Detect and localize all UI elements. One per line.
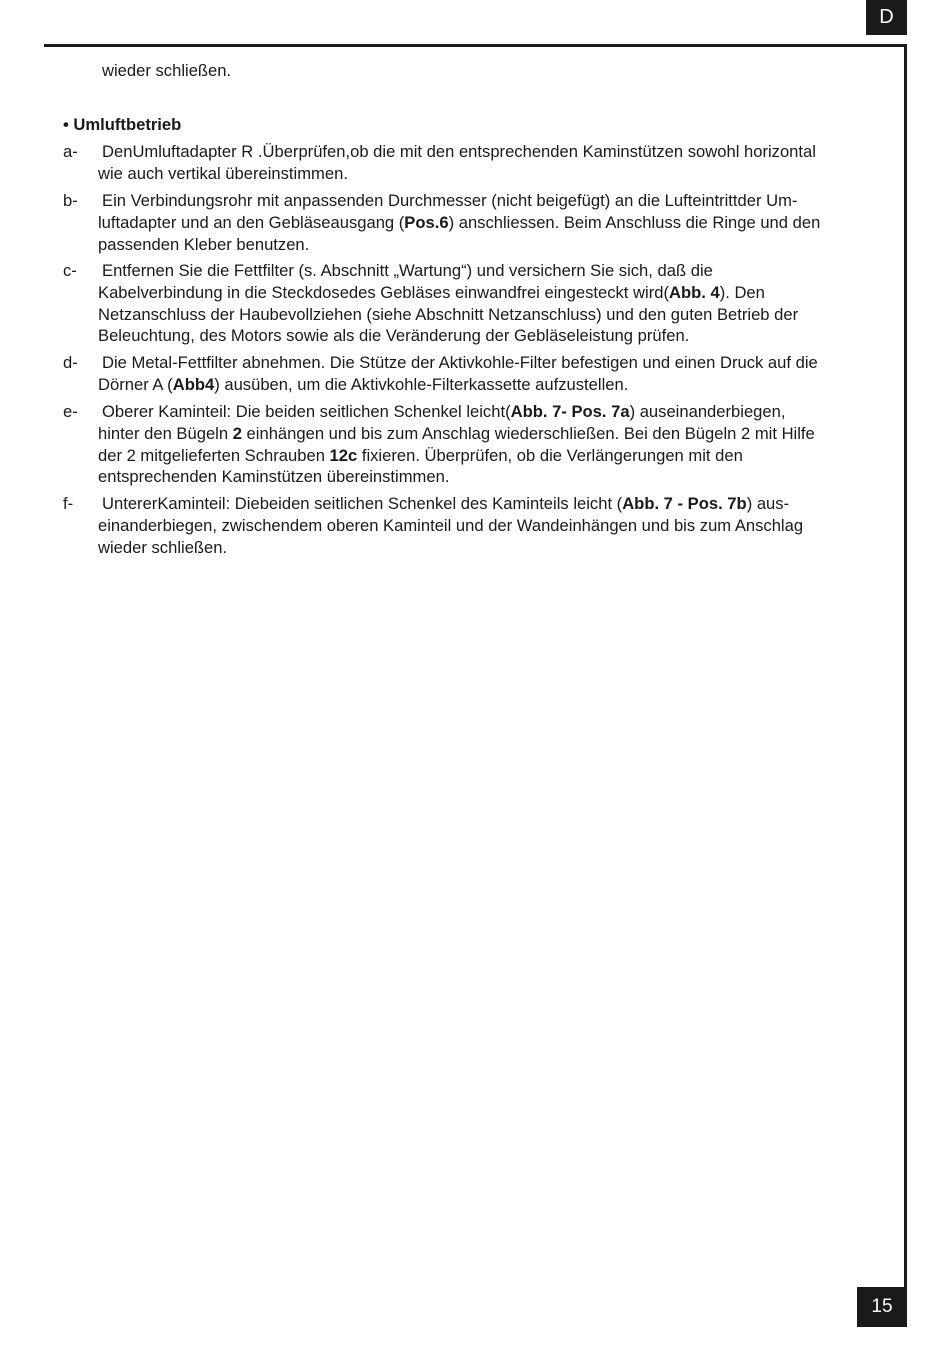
list-item-b bbox=[63, 190, 885, 255]
text-line: entsprechenden Kaminstützen übereinstimmen. bbox=[98, 467, 450, 487]
page-number: 15 bbox=[857, 1287, 907, 1327]
section-heading: • Umluftbetrieb bbox=[63, 115, 182, 134]
text-line: Die Metal-Fettfilter abnehmen. Die Stütze der Aktivkohle-Filter befestigen und einen Druck auf die bbox=[102, 353, 818, 372]
text-line: UntererKaminteil: Diebeiden seitlichen Schenkel des Kaminteils leicht (Abb. 7 - Pos. 7b) aus- bbox=[102, 494, 790, 513]
list-item-d bbox=[63, 352, 885, 396]
list-item-label: f- bbox=[63, 494, 74, 513]
text-line: einanderbiegen, zwischendem oberen Kaminteil und der Wandeinhängen und bis zum Anschlag bbox=[98, 515, 804, 535]
list-item-label: d- bbox=[63, 353, 78, 372]
list-item-body bbox=[98, 493, 885, 558]
text-line: wie auch vertikal übereinstimmen. bbox=[98, 163, 348, 183]
text-line: der 2 mitgelieferten Schrauben 12c fixieren. Überprüfen, ob die Verlängerungen mit den bbox=[98, 445, 743, 465]
text-line: Oberer Kaminteil: Die beiden seitlichen Schenkel leicht(Abb. 7- Pos. 7a) auseinanderbiegen, bbox=[102, 402, 786, 421]
list-item-label: c- bbox=[63, 261, 77, 280]
text-line: passenden Kleber benutzen. bbox=[98, 234, 310, 254]
list-item-body bbox=[98, 352, 885, 396]
list-item-body bbox=[98, 141, 885, 185]
list-item-a bbox=[63, 141, 885, 185]
list-item-label: a- bbox=[63, 142, 78, 161]
list-item-body bbox=[98, 190, 885, 255]
list-item-label: b- bbox=[63, 191, 78, 210]
text-line: Kabelverbindung in die Steckdosedes Gebläses einwandfrei eingesteckt wird(Abb. 4). Den bbox=[98, 282, 765, 302]
list-item-e bbox=[63, 401, 885, 488]
text-line: Netzanschluss der Haubevollziehen (siehe Abschnitt Netzanschluss) und den guten Betrieb der bbox=[98, 304, 799, 324]
text-line: luftadapter und an den Gebläseausgang (Pos.6) anschliessen. Beim Anschluss die Ringe und den bbox=[98, 212, 821, 232]
text-line: DenUmluftadapter R .Überprüfen,ob die mit den entsprechenden Kaminstützen sowohl horizontal bbox=[102, 142, 816, 161]
list-item-f bbox=[63, 493, 885, 558]
list-item-c bbox=[63, 260, 885, 347]
text-line: Ein Verbindungsrohr mit anpassenden Durchmesser (nicht beigefügt) an die Lufteintrittder Um- bbox=[102, 191, 798, 210]
list-item-body bbox=[98, 260, 885, 347]
language-tab: D bbox=[866, 0, 907, 35]
text-line: Beleuchtung, des Motors sowie als die Veränderung der Gebläseleistung prüfen. bbox=[98, 326, 690, 346]
text-line: hinter den Bügeln 2 einhängen und bis zum Anschlag wiederschließen. Bei den Bügeln 2 mit Hilfe bbox=[98, 423, 815, 443]
list-item-label: e- bbox=[63, 402, 78, 421]
list-item-body bbox=[98, 401, 885, 488]
text-line: wieder schließen. bbox=[98, 537, 228, 557]
continuation-text: wieder schließen. bbox=[102, 61, 232, 80]
text-line: Dörner A (Abb4) ausüben, um die Aktivkohle-Filterkassette aufzustellen. bbox=[98, 374, 629, 394]
text-line: Entfernen Sie die Fettfilter (s. Abschnitt „Wartung“) und versichern Sie sich, daß die bbox=[102, 261, 713, 280]
